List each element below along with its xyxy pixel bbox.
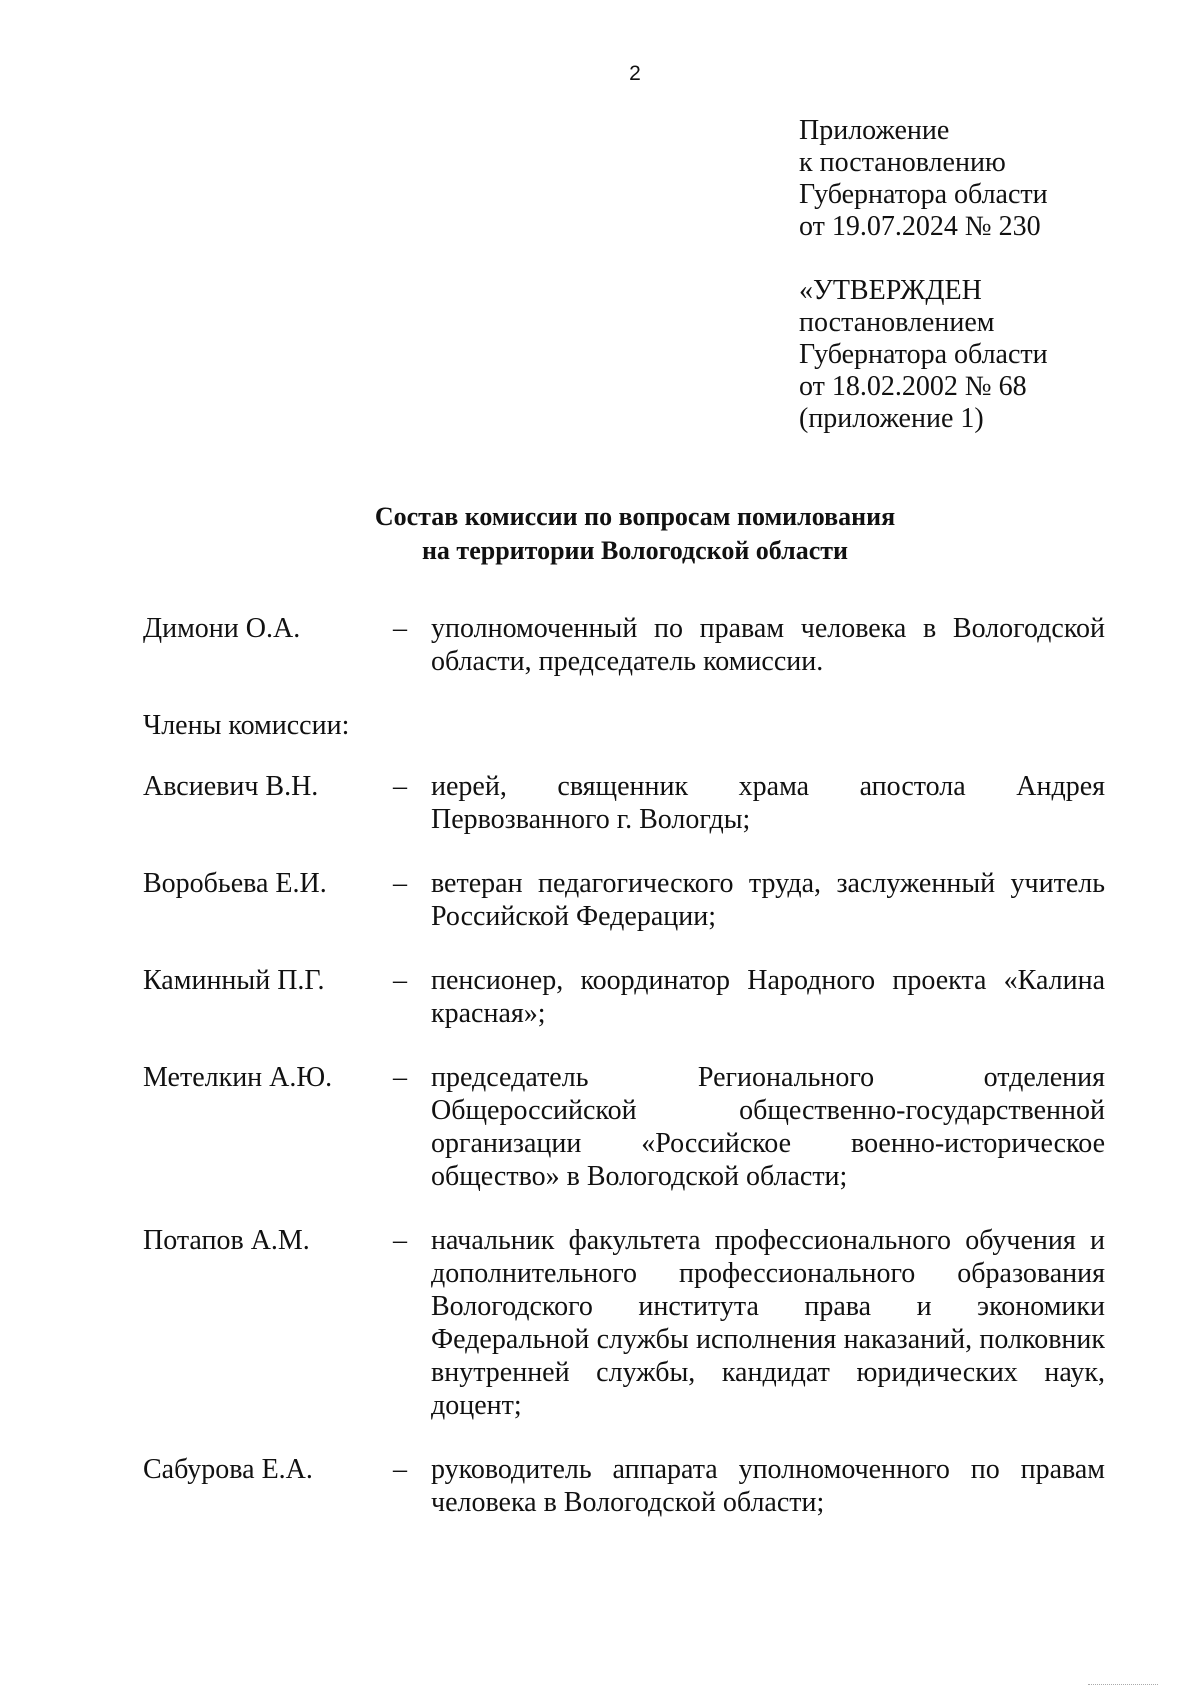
member-row — [143, 1061, 1105, 1193]
member-name: Воробьева Е.И. — [143, 868, 327, 899]
member-name: Каминный П.Г. — [143, 965, 325, 996]
member-name: Авсиевич В.Н. — [143, 771, 319, 802]
dash-separator: – — [393, 1454, 407, 1485]
dash-separator: – — [393, 1062, 407, 1093]
scan-artifact — [1088, 1684, 1158, 1691]
dash-separator: – — [393, 965, 407, 996]
annex-line: Приложение — [799, 115, 950, 146]
member-role: уполномоченный по правам человека в Вологодской области, председатель комиссии. — [431, 613, 1105, 677]
document-title — [200, 500, 1070, 568]
approved-line: Губернатора области — [799, 339, 1048, 370]
member-name: Потапов А.М. — [143, 1225, 310, 1256]
dash-separator: – — [393, 868, 407, 899]
member-row — [143, 1453, 1105, 1519]
member-row — [143, 1224, 1105, 1422]
member-row — [143, 867, 1105, 933]
member-role: руководитель аппарата уполномоченного по правам человека в Вологодской области; — [431, 1454, 1105, 1518]
dash-separator: – — [393, 771, 407, 802]
approved-line: «УТВЕРЖДЕН — [799, 275, 982, 306]
member-row — [143, 964, 1105, 1030]
annex-line: от 19.07.2024 № 230 — [799, 211, 1041, 242]
dash-separator: – — [393, 1225, 407, 1256]
member-role: председатель Регионального отделения Общероссийской общественно-государственной организации «Российское военно-историческое общество» в Вологодской области; — [431, 1062, 1105, 1192]
dash-separator: – — [393, 613, 407, 644]
approved-line: от 18.02.2002 № 68 — [799, 371, 1027, 402]
member-role: иерей, священник храма апостола Андрея Первозванного г. Вологды; — [431, 771, 1105, 835]
commission-list — [143, 612, 1105, 1550]
member-name: Димони О.А. — [143, 613, 301, 644]
approved-line: (приложение 1) — [799, 403, 984, 434]
member-name: Метелкин А.Ю. — [143, 1062, 333, 1093]
annex-line: Губернатора области — [799, 179, 1048, 210]
chair-row — [143, 612, 1105, 678]
members-heading: Члены комиссии: — [143, 710, 350, 741]
title-line-1: Состав комиссии по вопросам помилования — [374, 502, 896, 531]
title-line-2: на территории Вологодской области — [421, 536, 849, 565]
approved-line: постановлением — [799, 307, 995, 338]
approved-block — [799, 275, 1048, 435]
member-row — [143, 770, 1105, 836]
annex-line: к постановлению — [799, 147, 1006, 178]
member-role: пенсионер, координатор Народного проекта «Калина красная»; — [431, 965, 1105, 1029]
annex-block — [799, 115, 1048, 243]
member-role: ветеран педагогического труда, заслуженный учитель Российской Федерации; — [431, 868, 1105, 932]
page-number: 2 — [629, 62, 641, 85]
member-role: начальник факультета профессионального обучения и дополнительного профессионального образования Вологодского института права и экономики Федеральной службы исполнения наказаний, полковник внутренней службы, кандидат юридических наук, доцент; — [431, 1225, 1105, 1421]
member-name: Сабурова Е.А. — [143, 1454, 313, 1485]
